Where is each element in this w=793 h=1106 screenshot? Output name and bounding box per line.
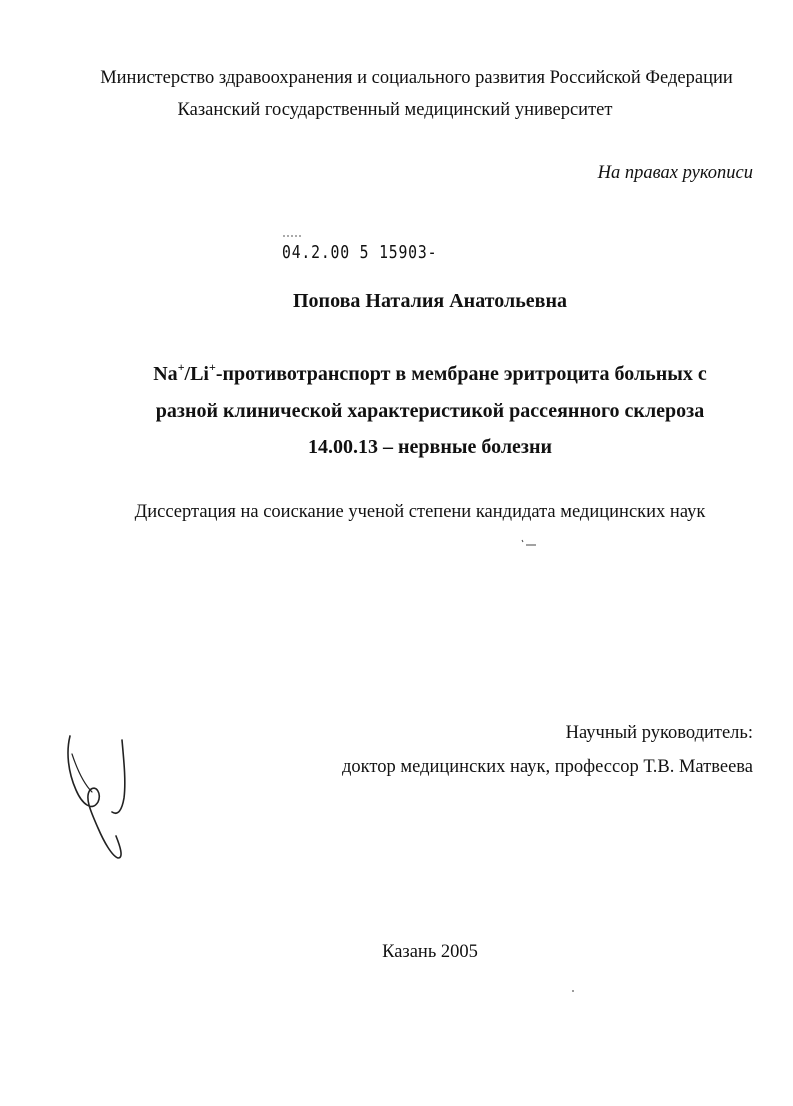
title-line-2: разной клинической характеристикой рассеянного склероза [155, 400, 705, 422]
ministry-heading: Министерство здравоохранения и социального развития Российской Федерации [100, 68, 733, 88]
scan-speck [520, 538, 540, 548]
title-ion-lithium: Li [190, 363, 209, 385]
title-charge-sodium: + [177, 360, 185, 374]
title-ion-sodium: Na [153, 363, 178, 385]
specialty-code: 14.00.13 – нервные болезни [308, 436, 552, 458]
title-line-1 [70, 360, 790, 386]
city-year: Казань 2005 [382, 942, 478, 962]
university-heading: Казанский государственный медицинский университет [177, 100, 613, 120]
handwritten-signature [62, 732, 142, 862]
manuscript-rights-note: На правах рукописи [597, 163, 753, 183]
scan-speck [283, 234, 303, 238]
title-separator: / [184, 363, 191, 385]
author-name: Попова Наталия Анатольевна [293, 290, 567, 312]
dissertation-type: Диссертация на соискание ученой степени кандидата медицинских наук [134, 502, 706, 522]
title-line-1-rest: -противотранспорт в мембране эритроцита больных с [215, 363, 707, 385]
supervisor-label: Научный руководитель: [565, 723, 753, 743]
title-charge-lithium: + [209, 360, 216, 374]
supervisor-name: доктор медицинских наук, профессор Т.В. Матвеева [342, 757, 753, 777]
registration-code: 04.2.00 5 15903- [282, 242, 438, 263]
scan-speck [570, 988, 576, 994]
